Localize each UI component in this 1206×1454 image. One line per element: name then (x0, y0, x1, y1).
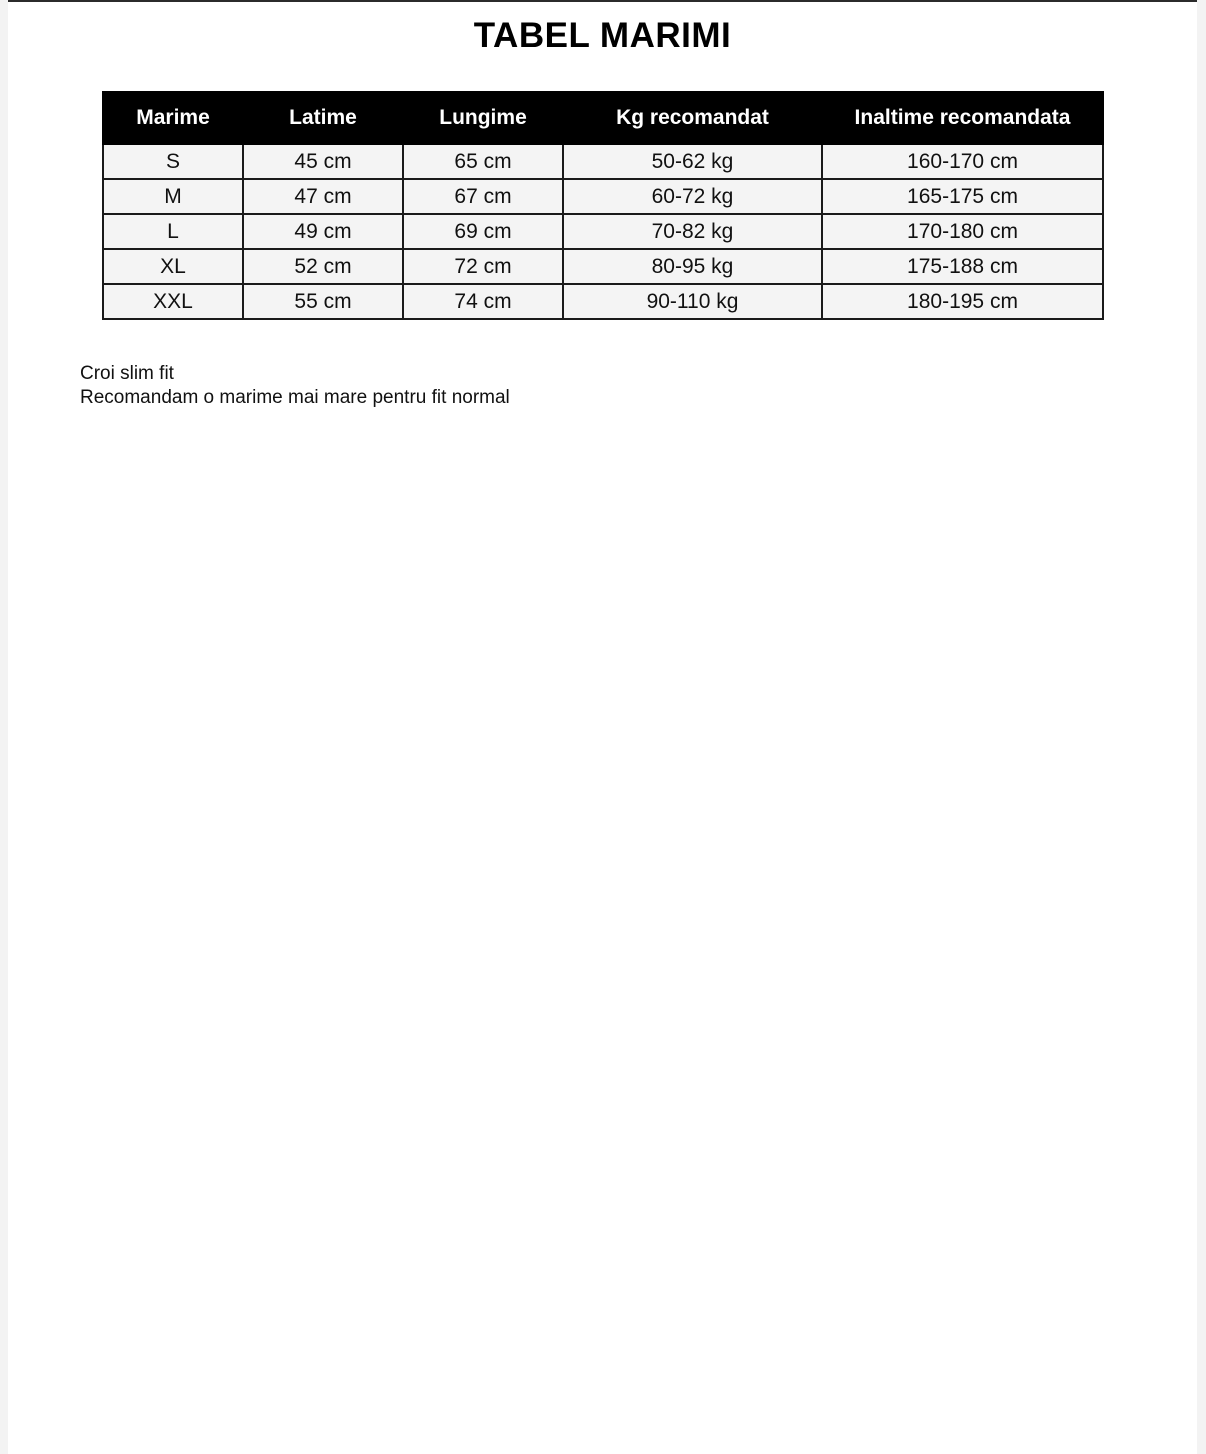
table-header-row (103, 92, 1103, 144)
document-page (8, 0, 1197, 1454)
table-row (103, 214, 1103, 249)
table-cell: 47 cm (243, 179, 403, 214)
note-size-recommendation: Recomandam o marime mai mare pentru fit normal (80, 387, 510, 408)
table-cell: 65 cm (403, 144, 563, 179)
column-header-inaltime-recomandata: Inaltime recomandata (822, 92, 1103, 144)
table-cell: 72 cm (403, 249, 563, 284)
table-cell: 67 cm (403, 179, 563, 214)
table-cell: XL (103, 249, 243, 284)
table-cell: 45 cm (243, 144, 403, 179)
table-row (103, 179, 1103, 214)
table-cell: 180-195 cm (822, 284, 1103, 319)
table-cell: 80-95 kg (563, 249, 822, 284)
note-slim-fit: Croi slim fit (80, 363, 174, 384)
column-header-latime: Latime (243, 92, 403, 144)
table-cell: S (103, 144, 243, 179)
table-cell: 49 cm (243, 214, 403, 249)
table-cell: 165-175 cm (822, 179, 1103, 214)
table-cell: 52 cm (243, 249, 403, 284)
table-cell: L (103, 214, 243, 249)
table-cell: 60-72 kg (563, 179, 822, 214)
table-cell: 50-62 kg (563, 144, 822, 179)
page-title: TABEL MARIMI (473, 16, 732, 55)
size-table (102, 91, 1104, 320)
table-row (103, 144, 1103, 179)
column-header-marime: Marime (103, 92, 243, 144)
table-cell: 90-110 kg (563, 284, 822, 319)
table-cell: 170-180 cm (822, 214, 1103, 249)
table-row (103, 284, 1103, 319)
column-header-kg-recomandat: Kg recomandat (563, 92, 822, 144)
table-row (103, 249, 1103, 284)
table-cell: 69 cm (403, 214, 563, 249)
table-cell: 160-170 cm (822, 144, 1103, 179)
table-cell: 175-188 cm (822, 249, 1103, 284)
fit-notes (80, 362, 510, 410)
table-cell: 74 cm (403, 284, 563, 319)
table-cell: 55 cm (243, 284, 403, 319)
column-header-lungime: Lungime (403, 92, 563, 144)
table-cell: M (103, 179, 243, 214)
table-cell: XXL (103, 284, 243, 319)
table-cell: 70-82 kg (563, 214, 822, 249)
